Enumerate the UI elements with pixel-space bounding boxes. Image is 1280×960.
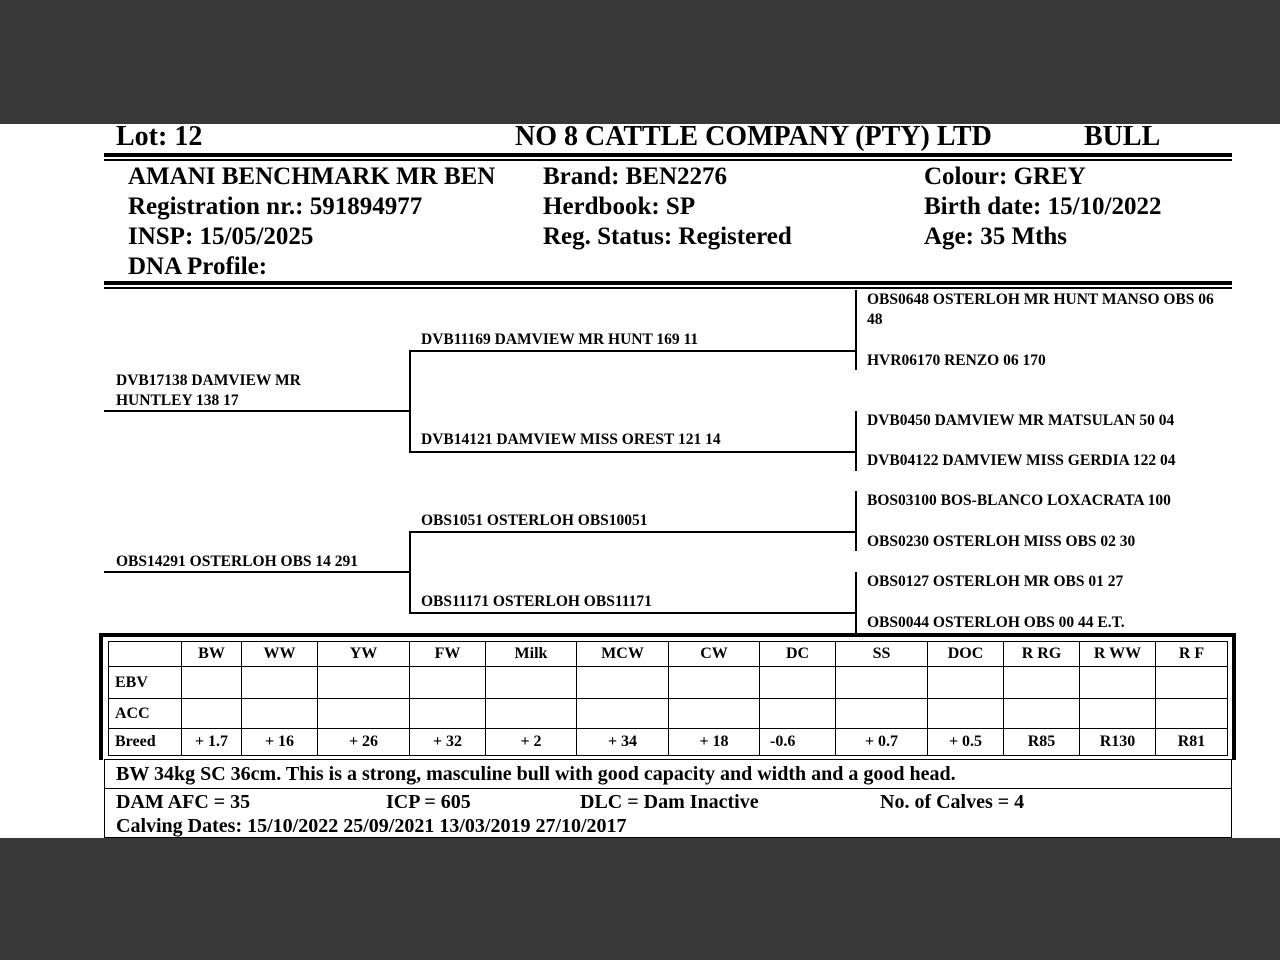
colour: Colour: GREY bbox=[924, 163, 1086, 190]
pedigree-gg-1: OBS0648 OSTERLOH MR HUNT MANSO OBS 06 48 bbox=[867, 291, 1214, 328]
gg-bracket-4 bbox=[855, 572, 857, 633]
ebv-col-header: DOC bbox=[928, 642, 1004, 667]
ebv-col-header: WW bbox=[242, 642, 318, 667]
table-cell: + 32 bbox=[410, 729, 486, 756]
pedigree-dam-dam: OBS11171 OSTERLOH OBS11171 bbox=[421, 593, 652, 610]
ebv-header-row bbox=[109, 642, 1228, 667]
birth-date: Birth date: 15/10/2022 bbox=[924, 193, 1162, 220]
pedigree-gg-7: OBS0127 OSTERLOH MR OBS 01 27 bbox=[867, 573, 1124, 590]
table-cell bbox=[182, 699, 242, 729]
table-cell bbox=[928, 667, 1004, 699]
table-cell: R130 bbox=[1080, 729, 1156, 756]
table-cell bbox=[318, 699, 410, 729]
dam-dlc: DLC = Dam Inactive bbox=[580, 791, 759, 813]
dam-info-box bbox=[104, 788, 1232, 838]
table-cell bbox=[1004, 667, 1080, 699]
table-cell bbox=[486, 667, 577, 699]
seller-name: NO 8 CATTLE COMPANY (PTY) LTD bbox=[515, 124, 992, 152]
breed-row-label: Breed bbox=[109, 729, 182, 756]
table-cell: + 18 bbox=[669, 729, 760, 756]
dam-calves: No. of Calves = 4 bbox=[880, 791, 1025, 813]
acc-row bbox=[109, 699, 1228, 729]
gg-bracket-1 bbox=[855, 290, 857, 370]
ebv-col-header: Milk bbox=[486, 642, 577, 667]
info-rule-thin bbox=[104, 287, 1232, 289]
dam-sire-line bbox=[409, 531, 856, 533]
table-cell bbox=[760, 699, 836, 729]
table-cell: + 16 bbox=[242, 729, 318, 756]
ebv-col-header: R RG bbox=[1004, 642, 1080, 667]
brand: Brand: BEN2276 bbox=[543, 163, 728, 190]
table-cell: -0.6 bbox=[760, 729, 836, 756]
table-cell: + 34 bbox=[577, 729, 669, 756]
ebv-row bbox=[109, 667, 1228, 699]
lot-number: Lot: 12 bbox=[116, 124, 203, 152]
table-cell bbox=[836, 699, 928, 729]
table-cell: + 0.7 bbox=[836, 729, 928, 756]
pedigree-gg-3: DVB0450 DAMVIEW MR MATSULAN 50 04 bbox=[867, 412, 1175, 429]
table-cell bbox=[669, 667, 760, 699]
animal-info-col-3 bbox=[924, 162, 1162, 252]
pedigree-dam-sire: OBS1051 OSTERLOH OBS10051 bbox=[421, 512, 648, 529]
ebv-col-header: YW bbox=[318, 642, 410, 667]
ebv-col-header bbox=[109, 642, 182, 667]
ebv-col-header: R F bbox=[1156, 642, 1228, 667]
dam-bracket bbox=[409, 531, 411, 613]
dam-dam-line bbox=[409, 612, 856, 614]
table-cell bbox=[182, 667, 242, 699]
catalogue-sheet bbox=[0, 124, 1280, 838]
pedigree-gg-5: BOS03100 BOS-BLANCO LOXACRATA 100 bbox=[867, 492, 1171, 509]
table-cell bbox=[410, 699, 486, 729]
pedigree-gg-8: OBS0044 OSTERLOH OBS 00 44 E.T. bbox=[867, 614, 1125, 631]
sire-bracket bbox=[409, 350, 411, 452]
table-cell bbox=[1156, 667, 1228, 699]
breed-row bbox=[109, 729, 1228, 756]
pedigree-sire-dam: DVB14121 DAMVIEW MISS OREST 121 14 bbox=[421, 431, 721, 448]
acc-row-label: ACC bbox=[109, 699, 182, 729]
comment-box bbox=[104, 759, 1232, 789]
sire-dam-line bbox=[409, 451, 856, 453]
table-cell bbox=[486, 699, 577, 729]
table-cell bbox=[318, 667, 410, 699]
pedigree-dam: OBS14291 OSTERLOH OBS 14 291 bbox=[116, 553, 359, 570]
ebv-table bbox=[108, 641, 1228, 756]
pedigree-sire: DVB17138 DAMVIEW MR HUNTLEY 138 17 bbox=[116, 372, 301, 409]
dam-afc: DAM AFC = 35 bbox=[116, 791, 251, 813]
table-cell bbox=[1156, 699, 1228, 729]
animal-sex: BULL bbox=[1084, 124, 1161, 152]
ebv-col-header: FW bbox=[410, 642, 486, 667]
animal-info-col-2 bbox=[543, 162, 792, 252]
table-cell: + 26 bbox=[318, 729, 410, 756]
table-cell: + 2 bbox=[486, 729, 577, 756]
table-cell bbox=[577, 699, 669, 729]
animal-info-col-1 bbox=[128, 162, 495, 282]
pedigree-gg-6: OBS0230 OSTERLOH MISS OBS 02 30 bbox=[867, 533, 1136, 550]
table-cell bbox=[1080, 667, 1156, 699]
animal-comment: BW 34kg SC 36cm. This is a strong, masculine bull with good capacity and width and a good head. bbox=[116, 763, 956, 785]
ebv-row-label: EBV bbox=[109, 667, 182, 699]
ebv-col-header: SS bbox=[836, 642, 928, 667]
table-cell bbox=[1080, 699, 1156, 729]
table-cell bbox=[760, 667, 836, 699]
table-cell: R85 bbox=[1004, 729, 1080, 756]
table-cell bbox=[1004, 699, 1080, 729]
ebv-col-header: MCW bbox=[577, 642, 669, 667]
ebv-col-header: BW bbox=[182, 642, 242, 667]
table-cell bbox=[410, 667, 486, 699]
reg-status: Reg. Status: Registered bbox=[543, 223, 792, 250]
table-cell: + 1.7 bbox=[182, 729, 242, 756]
gg-bracket-2 bbox=[855, 411, 857, 471]
table-cell bbox=[242, 667, 318, 699]
table-cell: R81 bbox=[1156, 729, 1228, 756]
herdbook: Herdbook: SP bbox=[543, 193, 696, 220]
ebv-col-header: CW bbox=[669, 642, 760, 667]
table-cell bbox=[669, 699, 760, 729]
header-rule bbox=[104, 153, 1232, 157]
animal-name: AMANI BENCHMARK MR BEN bbox=[128, 163, 496, 190]
pedigree-gg-2: HVR06170 RENZO 06 170 bbox=[867, 352, 1046, 369]
dam-icp: ICP = 605 bbox=[386, 791, 471, 813]
pedigree-sire-sire: DVB11169 DAMVIEW MR HUNT 169 11 bbox=[421, 331, 699, 348]
sire-sire-line bbox=[409, 350, 856, 352]
inspection-date: INSP: 15/05/2025 bbox=[128, 223, 314, 250]
info-rule bbox=[104, 281, 1232, 285]
table-cell bbox=[242, 699, 318, 729]
dna-profile: DNA Profile: bbox=[128, 253, 268, 280]
ebv-col-header: DC bbox=[760, 642, 836, 667]
table-cell bbox=[928, 699, 1004, 729]
ebv-col-header: R WW bbox=[1080, 642, 1156, 667]
table-cell: + 0.5 bbox=[928, 729, 1004, 756]
registration-number: Registration nr.: 591894977 bbox=[128, 193, 423, 220]
calving-dates: Calving Dates: 15/10/2022 25/09/2021 13/03/2019 27/10/2017 bbox=[116, 815, 627, 837]
table-cell bbox=[836, 667, 928, 699]
pedigree-gg-4: DVB04122 DAMVIEW MISS GERDIA 122 04 bbox=[867, 452, 1176, 469]
header-rule-thin bbox=[104, 159, 1232, 161]
gg-bracket-3 bbox=[855, 491, 857, 551]
table-cell bbox=[577, 667, 669, 699]
age: Age: 35 Mths bbox=[924, 223, 1068, 250]
